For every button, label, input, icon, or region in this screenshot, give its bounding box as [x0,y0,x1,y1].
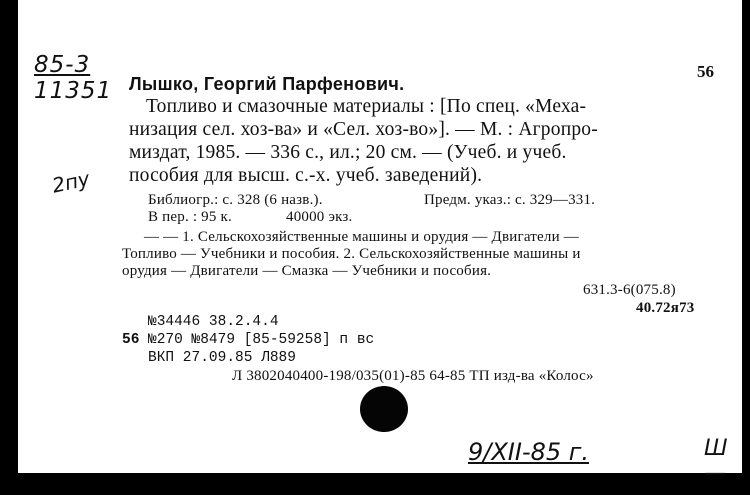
service-line-3: ВКП 27.09.85 Л889 [148,350,296,366]
title-line-1: Топливо и смазочные материалы : [По спец. «Меха- [146,96,587,117]
service-line-2: №270 №8479 [85-59258] п вс [148,332,375,348]
handwritten-date: 9/XII-85 г. [468,438,590,466]
subject-line-3: орудия — Двигатели — Смазка — Учебники и пособия. [122,263,492,279]
bbk-code: 40.72я73 [636,300,695,316]
scan-border-bottom [0,473,750,495]
binding-price: В пер. : 95 к. [148,209,232,225]
author-heading: Лышко, Георгий Парфенович. [129,74,405,94]
card-number: 56 [697,62,714,81]
service-line-4: Л 3802040400-198/035(01)-85 64-85 ТП изд-ва «Колос» [232,368,594,384]
shelf-mark-top: 85-3 [34,52,91,78]
service-line-1: №34446 38.2.4.4 [148,314,279,330]
udc-code: 631.3-6(075.8) [583,282,676,298]
subject-line-1: — — 1. Сельскохозяйственные машины и орудия — Двигатели — [144,229,579,245]
catalog-card [18,0,742,486]
shelf-mark-bottom: 11351 [34,78,113,104]
scan-border-right [742,0,750,495]
service-line-2-prefix: 56 [122,332,140,348]
bibliography-note: Библиогр.: с. 328 (6 назв.). [148,192,323,208]
index-note: Предм. указ.: с. 329—331. [424,192,596,208]
title-line-2: низация сел. хоз-ва» и «Сел. хоз-во»]. — М. : Агропро- [129,119,598,140]
title-line-4: пособия для высш. с.-х. учеб. заведений). [129,165,483,186]
subject-line-2: Топливо — Учебники и пособия. 2. Сельскохозяйственные машины и [122,246,581,262]
handwritten-margin-note: 2пу [49,166,92,198]
print-run: 40000 экз. [286,209,353,225]
scan-border-left [0,0,18,495]
punch-hole [360,386,408,432]
title-line-3: миздат, 1985. — 336 с., ил.; 20 см. — (Учеб. и учеб. [129,142,567,163]
handwritten-sign: Ш— [704,436,728,486]
